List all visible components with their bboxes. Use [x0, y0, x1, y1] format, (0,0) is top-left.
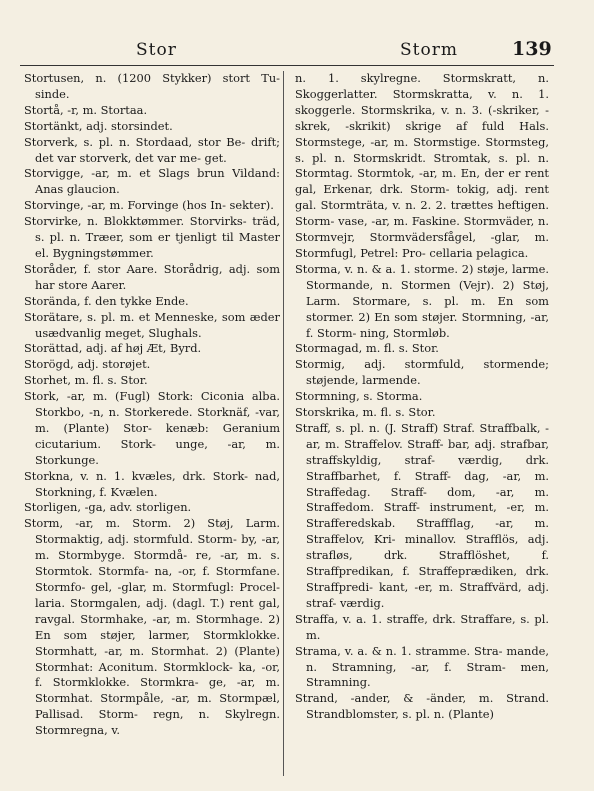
entry: Storligen, -ga, adv. storligen. [24, 500, 192, 515]
entry: Stortå, -r, m. Stortaa. [24, 102, 148, 117]
entry: Straff, s. pl. n. (J. Straff) Straf. Straffbalk, -ar, m. Straffelov. Straff- bar, adj. strafbar, straffskyldig, straf- værdig, drk. Straffbarhet, f. Straff- dag, -ar, m. Straffedag. Straff- dom, -ar, m. Straffedom. Straff- instrument, -er, m. Strafferedskab. Straffflag, -ar, m. Straffelov, Kri- minallov. Strafflös, adj. strafløs, drk. Strafflöshet, f. Straffpredikan, f. Straffeprædiken, drk. Straffpredi- kant, -er, m. Straffvärd, adj. straf- værdig. [295, 420, 549, 610]
entry: Storända, f. den tykke Ende. [24, 293, 189, 308]
entry: Stortusen, n. (1200 Stykker) stort Tu- sinde. [24, 71, 280, 101]
entry: Storögd, adj. storøjet. [24, 357, 151, 372]
entry: Straffa, v. a. 1. straffe, drk. Straffare, s. pl. m. [295, 611, 549, 642]
entry: Storättad, adj. af høj Æt, Byrd. [24, 341, 202, 356]
right-column [295, 71, 549, 779]
entry: Storm, -ar, m. Storm. 2) Støj, Larm. Stormaktig, adj. stormfuld. Storm- by, -ar, m. Stormbyge. Stormdå- re, -ar, m. s. Stormtok. Stormfa- na, -or, f. Stormfane. Stormfo- gel, -glar, m. Stormfugl: Procel- laria. Stormgalen, adj. (dagl. T.) rent gal, ravgal. Stormhake, -ar, m. Stormhage. 2) En som støjer, larmer, Stormklokke. Stormhatt, -ar, m. Stormhat. 2) (Plante) Stormhat: Aconitum. Stormklock- ka, -or, f. Stormklokke. Stormkra- ge, -ar, m. Stormhat. Stormpåle, -ar, m. Stormpæl, Pallisad. Storm- regn, n. Skylregn. Stormregna, v. [24, 516, 280, 738]
entry: Storskrika, m. fl. s. Stor. [295, 405, 436, 420]
header-rule [20, 65, 554, 66]
page-number: 139 [512, 38, 552, 60]
entry: Storma, v. n. & a. 1. storme. 2) støje, larme. Stormande, n. Stormen (Vejr). 2) Støj, Larm. Stormare, s. pl. m. En som stormer. 2) En som støjer. Stormning, -ar, f. Storm- ning, Stormløb. [295, 261, 549, 340]
entry: Stortänkt, adj. storsindet. [24, 118, 173, 133]
entry: Storåder, f. stor Aare. Storådrig, adj. som har store Aarer. [24, 261, 280, 292]
entry: Storvigge, -ar, m. et Slags brun Vildand: Anas glaucion. [24, 166, 280, 197]
entry: Strand, -ander, & -änder, m. Strand. Strandblomster, s. pl. n. (Plante) [295, 691, 549, 722]
entry: Storvirke, n. Blokktømmer. Storvirks- träd, s. pl. n. Træer, som er tjenligt til Master el. Bygningstømmer. [24, 214, 280, 260]
header-right-guide-word: Storm [400, 40, 458, 60]
left-column [24, 71, 280, 779]
page-header [0, 40, 594, 64]
header-left-guide-word: Stor [136, 40, 177, 60]
entry: Storverk, s. pl. n. Stordaad, stor Be- drift; det var storverk, det var me- get. [24, 134, 280, 165]
entry: Stormig, adj. stormfuld, stormende; støjende, larmende. [295, 357, 549, 388]
entry: Stormning, s. Storma. [295, 389, 423, 404]
entry: Stormagad, m. fl. s. Stor. [295, 341, 439, 356]
column-divider [283, 71, 284, 776]
entry: Strama, v. a. & n. 1. stramme. Stra- mande, n. Stramning, -ar, f. Stram- men, Stramning. [295, 643, 549, 690]
entry: Storvinge, -ar, m. Forvinge (hos In- sekter). [24, 198, 274, 213]
entry: Storkna, v. n. 1. kvæles, drk. Stork- nad, Storkning, f. Kvælen. [24, 468, 280, 499]
entry: Stork, -ar, m. (Fugl) Stork: Ciconia alba. Storkbo, -n, n. Storkerede. Storknäf, -var, m. (Plante) Stor- kenæb: Geranium cicutarium. Stork- unge, -ar, m. Storkunge. [24, 389, 280, 467]
entry: Storätare, s. pl. m. et Menneske, som æder usædvanlig meget, Slughals. [24, 309, 280, 340]
entry: Storhet, m. fl. s. Stor. [24, 373, 148, 388]
entry: n. 1. skylregne. Stormskratt, n. Skoggerlatter. Stormskratta, v. n. 1. skoggerle. Stormskrika, v. n. 3. (-skriker, -skrek, -skrikit) skrige af fuld Hals. Stormstege, -ar, m. Stormstige. Stormsteg, s. pl. n. Stormskridt. Stromtak, s. pl. n. Stormtag. Stormtok, -ar, m. En, der er rent gal, Erkenar, drk. Storm- tokig, adj. rent gal. Stormträta, v. n. 2. 2. trættes heftigen. Storm- vase, -ar, m. Faskine. Stormväder, n. Stormvejr, Stormvädersfågel, -glar, m. Stormfugl, Petrel: Pro- cellaria pelagica. [295, 71, 549, 260]
